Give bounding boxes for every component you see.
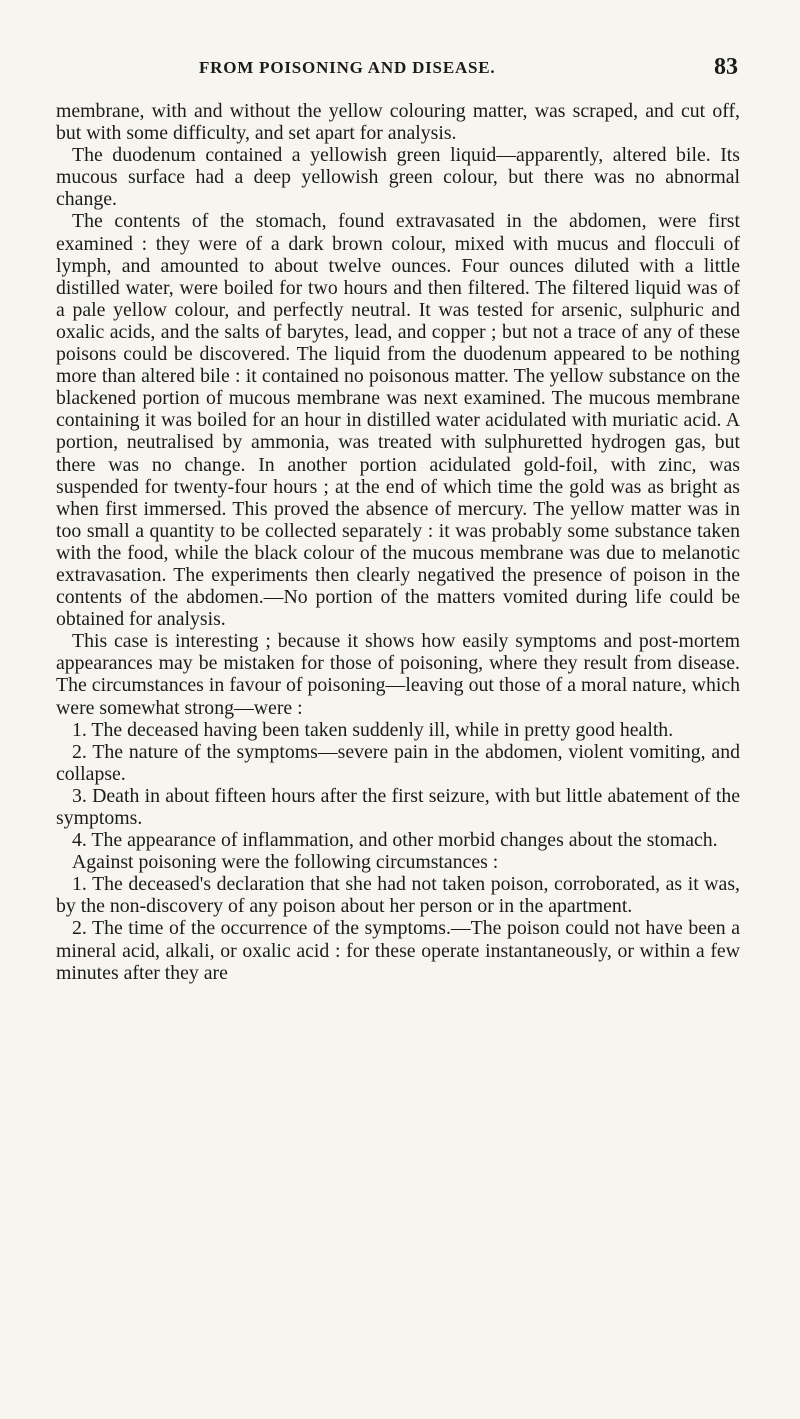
list-item: 2. The time of the occurrence of the symptoms.—The poison could not have been a mineral acid, alkali, or oxalic acid : for these operate instantaneously, or within a few minutes after they are [56, 917, 740, 984]
body-text [56, 100, 740, 984]
list-item: 3. Death in about fifteen hours after the first seizure, with but little abatement of the symptoms. [56, 784, 740, 829]
header-title: FROM POISONING AND DISEASE. [199, 58, 496, 77]
paragraph: This case is interesting ; because it shows how easily symptoms and post-mortem appearances may be mistaken for those of poisoning, where they result from disease. The circumstances in favour of poisoning—leaving out those of a moral nature, which were somewhat strong—were : [56, 630, 740, 719]
page-number: 83 [714, 54, 738, 80]
paragraph: The duodenum contained a yellowish green liquid—apparently, altered bile. Its mucous surface had a deep yellowish green colour, but there was no abnormal change. [56, 144, 740, 211]
paragraph: Against poisoning were the following circumstances : [72, 851, 499, 874]
running-head [56, 54, 740, 88]
list-item: 1. The deceased's declaration that she had not taken poison, corroborated, as it was, by the non-discovery of any poison about her person or in the apartment. [56, 873, 740, 918]
paragraph: membrane, with and without the yellow colouring matter, was scraped, and cut off, but with some difficulty, and set apart for analysis. [56, 100, 740, 145]
list-item: 4. The appearance of inflammation, and other morbid changes about the stomach. [72, 829, 718, 852]
list-item: 1. The deceased having been taken suddenly ill, while in pretty good health. [72, 718, 674, 741]
paragraph: The contents of the stomach, found extravasated in the abdomen, were first examined : they were of a dark brown colour, mixed with mucus and flocculi of lymph, and amounted to about twelve ounces. Four ounces diluted with a little distilled water, were boiled for two hours and then filtered. The filtered liquid was of a pale yellow colour, and perfectly neutral. It was tested for arsenic, sulphuric and oxalic acids, and the salts of barytes, lead, and copper ; but not a trace of any of these poisons could be discovered. The liquid from the duodenum appeared to be nothing more than altered bile : it contained no poisonous matter. The yellow substance on the blackened portion of mucous membrane was next examined. The mucous membrane containing it was boiled for an hour in distilled water acidulated with muriatic acid. A portion, neutralised by ammonia, was treated with sulphuretted hydrogen gas, but there was no change. In another portion acidulated gold-foil, with zinc, was suspended for twenty-four hours ; at the end of which time the gold was as bright as when first immersed. This proved the absence of mercury. The yellow matter was in too small a quantity to be collected separately : it was probably some substance taken with the food, while the black colour of the mucous membrane was due to melanotic extravasation. The experiments then clearly negatived the presence of poison in the contents of the abdomen.—No portion of the matters vomited during life could be obtained for analysis. [56, 210, 740, 631]
book-page [56, 54, 740, 984]
list-item: 2. The nature of the symptoms—severe pain in the abdomen, violent vomiting, and collapse. [56, 740, 740, 785]
